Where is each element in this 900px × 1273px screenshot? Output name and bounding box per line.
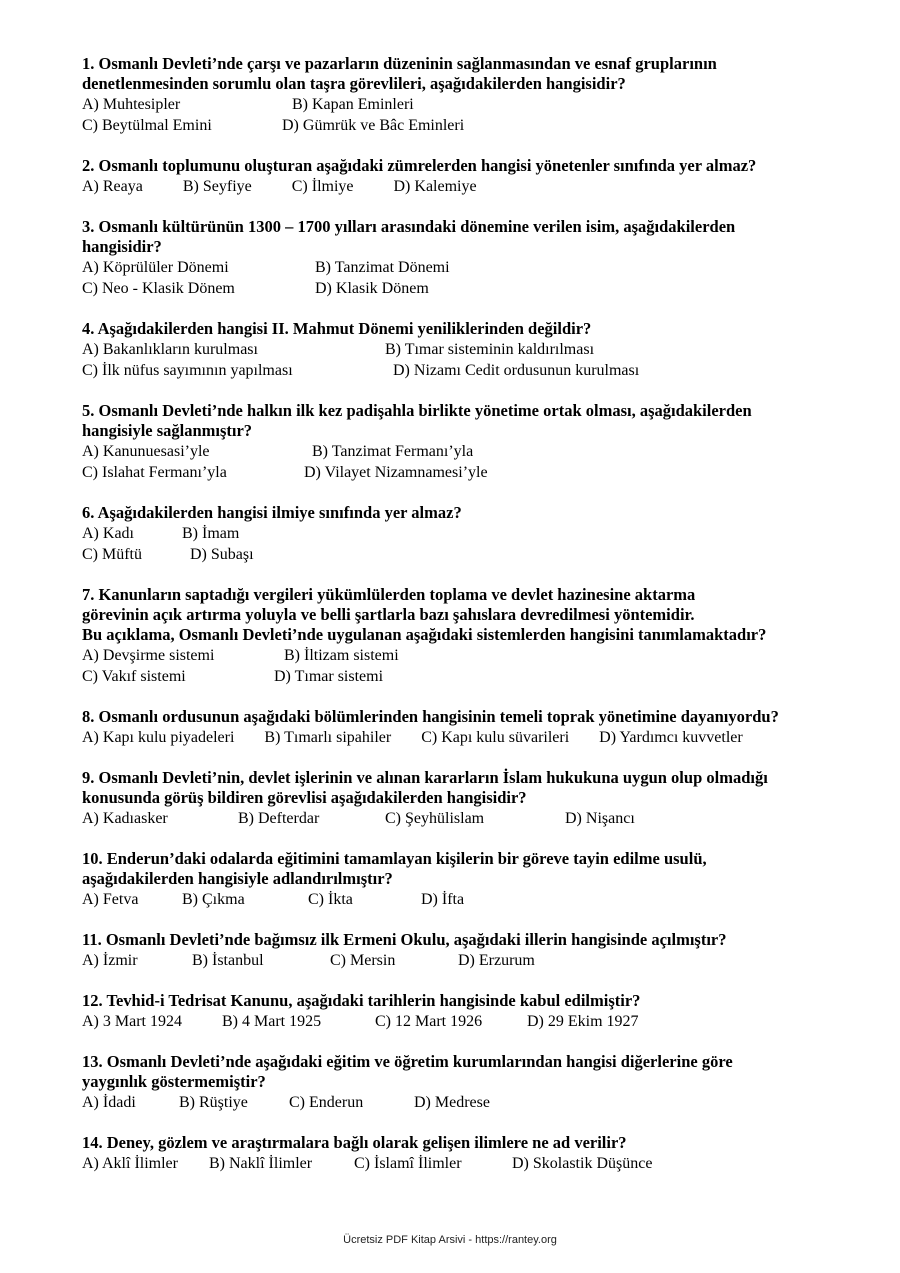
stem-line: 1. Osmanlı Devleti’nde çarşı ve pazarların düzeninin sağlanmasından ve esnaf gruplarının bbox=[82, 54, 717, 73]
stem-line: 7. Kanunların saptadığı vergileri yükümlülerden toplama ve devlet hazinesine aktarma bbox=[82, 585, 696, 604]
option-c: C) Islahat Fermanı’yla bbox=[82, 464, 227, 481]
option-row bbox=[82, 462, 862, 483]
option-d: D) Nizamı Cedit ordusunun kurulması bbox=[393, 362, 640, 379]
question-stem bbox=[82, 1133, 862, 1153]
option-a: A) Fetva bbox=[82, 891, 139, 908]
option-b: B) Rüştiye bbox=[179, 1094, 248, 1111]
option-a: A) 3 Mart 1924 bbox=[82, 1013, 182, 1030]
stem-line: 14. Deney, gözlem ve araştırmalara bağlı olarak gelişen ilimlere ne ad verilir? bbox=[82, 1133, 627, 1152]
option-d: D) Klasik Dönem bbox=[315, 280, 429, 297]
option-d: D) Kalemiye bbox=[393, 178, 477, 195]
option-row bbox=[82, 339, 862, 360]
option-d: D) Subaşı bbox=[190, 546, 254, 563]
option-b: B) Seyfiye bbox=[182, 178, 252, 195]
option-c: C) 12 Mart 1926 bbox=[375, 1013, 483, 1030]
option-c: C) Kapı kulu süvarileri bbox=[421, 729, 570, 746]
question-stem bbox=[82, 707, 862, 727]
stem-line: 9. Osmanlı Devleti’nin, devlet işlerinin ve alınan kararların İslam hukukuna uygun olup olmadığı bbox=[82, 768, 768, 787]
option-row bbox=[82, 889, 862, 910]
option-b: B) Tımarlı sipahiler bbox=[264, 729, 392, 746]
question-8 bbox=[82, 707, 862, 748]
option-c: C) İslamî İlimler bbox=[354, 1155, 462, 1172]
stem-line: 4. Aşağıdakilerden hangisi II. Mahmut Dönemi yeniliklerinden değildir? bbox=[82, 319, 592, 338]
question-7 bbox=[82, 585, 862, 687]
question-stem bbox=[82, 401, 862, 441]
question-stem bbox=[82, 156, 862, 176]
option-a: A) İdadi bbox=[82, 1094, 136, 1111]
option-b: B) Tanzimat Dönemi bbox=[315, 259, 450, 276]
question-stem bbox=[82, 849, 862, 889]
option-row bbox=[82, 360, 862, 381]
stem-line: Bu açıklama, Osmanlı Devleti’nde uygulanan aşağıdaki sistemlerden hangisini tanımlamaktadır? bbox=[82, 625, 767, 644]
question-13 bbox=[82, 1052, 862, 1113]
option-b: B) İstanbul bbox=[192, 952, 264, 969]
question-10 bbox=[82, 849, 862, 910]
option-d: D) Gümrük ve Bâc Eminleri bbox=[282, 117, 465, 134]
option-row bbox=[82, 1092, 862, 1113]
question-4 bbox=[82, 319, 862, 381]
option-row bbox=[82, 544, 862, 565]
option-b: B) Tanzimat Fermanı’yla bbox=[312, 443, 474, 460]
option-c: C) İlmiye bbox=[291, 178, 354, 195]
stem-line: denetlenmesinden sorumlu olan taşra görevlileri, aşağıdakilerden hangisidir? bbox=[82, 74, 626, 93]
option-c: C) Mersin bbox=[330, 952, 396, 969]
option-d: D) Nişancı bbox=[565, 810, 635, 827]
question-2 bbox=[82, 156, 862, 197]
question-stem bbox=[82, 54, 862, 94]
stem-line: konusunda görüş bildiren görevlisi aşağıdakilerden hangisidir? bbox=[82, 788, 527, 807]
stem-line: 13. Osmanlı Devleti’nde aşağıdaki eğitim ve öğretim kurumlarından hangisi diğerlerine göre bbox=[82, 1052, 733, 1071]
question-stem bbox=[82, 585, 862, 645]
option-row bbox=[82, 257, 862, 278]
option-c: C) Beytülmal Emini bbox=[82, 117, 212, 134]
stem-line: görevinin açık artırma yoluyla ve belli şartlarla bazı şahıslara devredilmesi yöntemidir. bbox=[82, 605, 695, 624]
option-a: A) Devşirme sistemi bbox=[82, 647, 215, 664]
option-row bbox=[82, 808, 862, 829]
option-row bbox=[82, 94, 862, 115]
question-stem bbox=[82, 768, 862, 808]
option-a: A) İzmir bbox=[82, 952, 138, 969]
option-row bbox=[82, 1011, 862, 1032]
question-stem bbox=[82, 217, 862, 257]
option-c: C) Enderun bbox=[289, 1094, 364, 1111]
option-row bbox=[82, 523, 862, 544]
option-a: A) Kanunuesasi’yle bbox=[82, 443, 210, 460]
option-c: C) Şeyhülislam bbox=[385, 810, 485, 827]
question-9 bbox=[82, 768, 862, 829]
question-stem bbox=[82, 930, 862, 950]
option-b: B) Kapan Eminleri bbox=[292, 96, 414, 113]
question-stem bbox=[82, 1052, 862, 1092]
option-row bbox=[82, 115, 862, 136]
question-stem bbox=[82, 503, 862, 523]
option-a: A) Bakanlıkların kurulması bbox=[82, 341, 258, 358]
question-list bbox=[82, 54, 862, 1194]
option-row bbox=[82, 666, 862, 687]
option-c: C) İkta bbox=[308, 891, 353, 908]
option-row bbox=[82, 727, 862, 748]
stem-line: hangisiyle sağlanmıştır? bbox=[82, 421, 253, 440]
option-a: A) Reaya bbox=[82, 178, 143, 195]
option-b: B) Naklî İlimler bbox=[209, 1155, 313, 1172]
option-c: C) İlk nüfus sayımının yapılması bbox=[82, 362, 293, 379]
question-6 bbox=[82, 503, 862, 565]
option-d: D) Vilayet Nizamnamesi’yle bbox=[304, 464, 488, 481]
option-row bbox=[82, 1153, 862, 1174]
question-14 bbox=[82, 1133, 862, 1174]
option-d: D) 29 Ekim 1927 bbox=[527, 1013, 639, 1030]
option-d: D) İfta bbox=[421, 891, 465, 908]
option-a: A) Aklî İlimler bbox=[82, 1155, 178, 1172]
stem-line: aşağıdakilerden hangisiyle adlandırılmıştır? bbox=[82, 869, 393, 888]
stem-line: 8. Osmanlı ordusunun aşağıdaki bölümlerinden hangisinin temeli toprak yönetimine dayanıyordu? bbox=[82, 707, 779, 726]
option-row bbox=[82, 441, 862, 462]
option-d: D) Yardımcı kuvvetler bbox=[599, 729, 743, 746]
option-b: B) 4 Mart 1925 bbox=[222, 1013, 322, 1030]
option-a: A) Kadı bbox=[82, 525, 134, 542]
stem-line: 10. Enderun’daki odalarda eğitimini tamamlayan kişilerin bir göreve tayin edilme usulü, bbox=[82, 849, 707, 868]
stem-line: 12. Tevhid-i Tedrisat Kanunu, aşağıdaki tarihlerin hangisinde kabul edilmiştir? bbox=[82, 991, 641, 1010]
option-c: C) Neo - Klasik Dönem bbox=[82, 280, 235, 297]
option-b: B) İltizam sistemi bbox=[284, 647, 399, 664]
option-b: B) Tımar sisteminin kaldırılması bbox=[385, 341, 595, 358]
option-a: A) Kadıasker bbox=[82, 810, 168, 827]
stem-line: 6. Aşağıdakilerden hangisi ilmiye sınıfında yer almaz? bbox=[82, 503, 462, 522]
question-1 bbox=[82, 54, 862, 136]
page-footer: Ücretsiz PDF Kitap Arsivi - https://rantey.org bbox=[343, 1234, 557, 1246]
option-row bbox=[82, 645, 862, 666]
option-c: C) Müftü bbox=[82, 546, 142, 563]
option-b: B) Çıkma bbox=[182, 891, 245, 908]
stem-line: 5. Osmanlı Devleti’nde halkın ilk kez padişahla birlikte yönetime ortak olması, aşağıdakilerden bbox=[82, 401, 752, 420]
option-b: B) Defterdar bbox=[238, 810, 320, 827]
option-d: D) Erzurum bbox=[458, 952, 535, 969]
option-d: D) Skolastik Düşünce bbox=[512, 1155, 653, 1172]
option-row bbox=[82, 278, 862, 299]
option-a: A) Köprülüler Dönemi bbox=[82, 259, 229, 276]
stem-line: hangisidir? bbox=[82, 237, 162, 256]
stem-line: 11. Osmanlı Devleti’nde bağımsız ilk Ermeni Okulu, aşağıdaki illerin hangisinde açılmıştır? bbox=[82, 930, 727, 949]
question-stem bbox=[82, 319, 862, 339]
question-11 bbox=[82, 930, 862, 971]
option-b: B) İmam bbox=[182, 525, 240, 542]
stem-line: yaygınlık göstermemiştir? bbox=[82, 1072, 266, 1091]
option-d: D) Medrese bbox=[414, 1094, 490, 1111]
stem-line: 3. Osmanlı kültürünün 1300 – 1700 yılları arasındaki dönemine verilen isim, aşağıdakilerden bbox=[82, 217, 736, 236]
option-row bbox=[82, 950, 862, 971]
question-3 bbox=[82, 217, 862, 299]
option-c: C) Vakıf sistemi bbox=[82, 668, 186, 685]
option-a: A) Kapı kulu piyadeleri bbox=[82, 729, 235, 746]
option-a: A) Muhtesipler bbox=[82, 96, 181, 113]
question-5 bbox=[82, 401, 862, 483]
question-12 bbox=[82, 991, 862, 1032]
option-d: D) Tımar sistemi bbox=[274, 668, 384, 685]
stem-line: 2. Osmanlı toplumunu oluşturan aşağıdaki zümrelerden hangisi yönetenler sınıfında yer almaz? bbox=[82, 156, 757, 175]
question-stem bbox=[82, 991, 862, 1011]
option-row bbox=[82, 176, 862, 197]
